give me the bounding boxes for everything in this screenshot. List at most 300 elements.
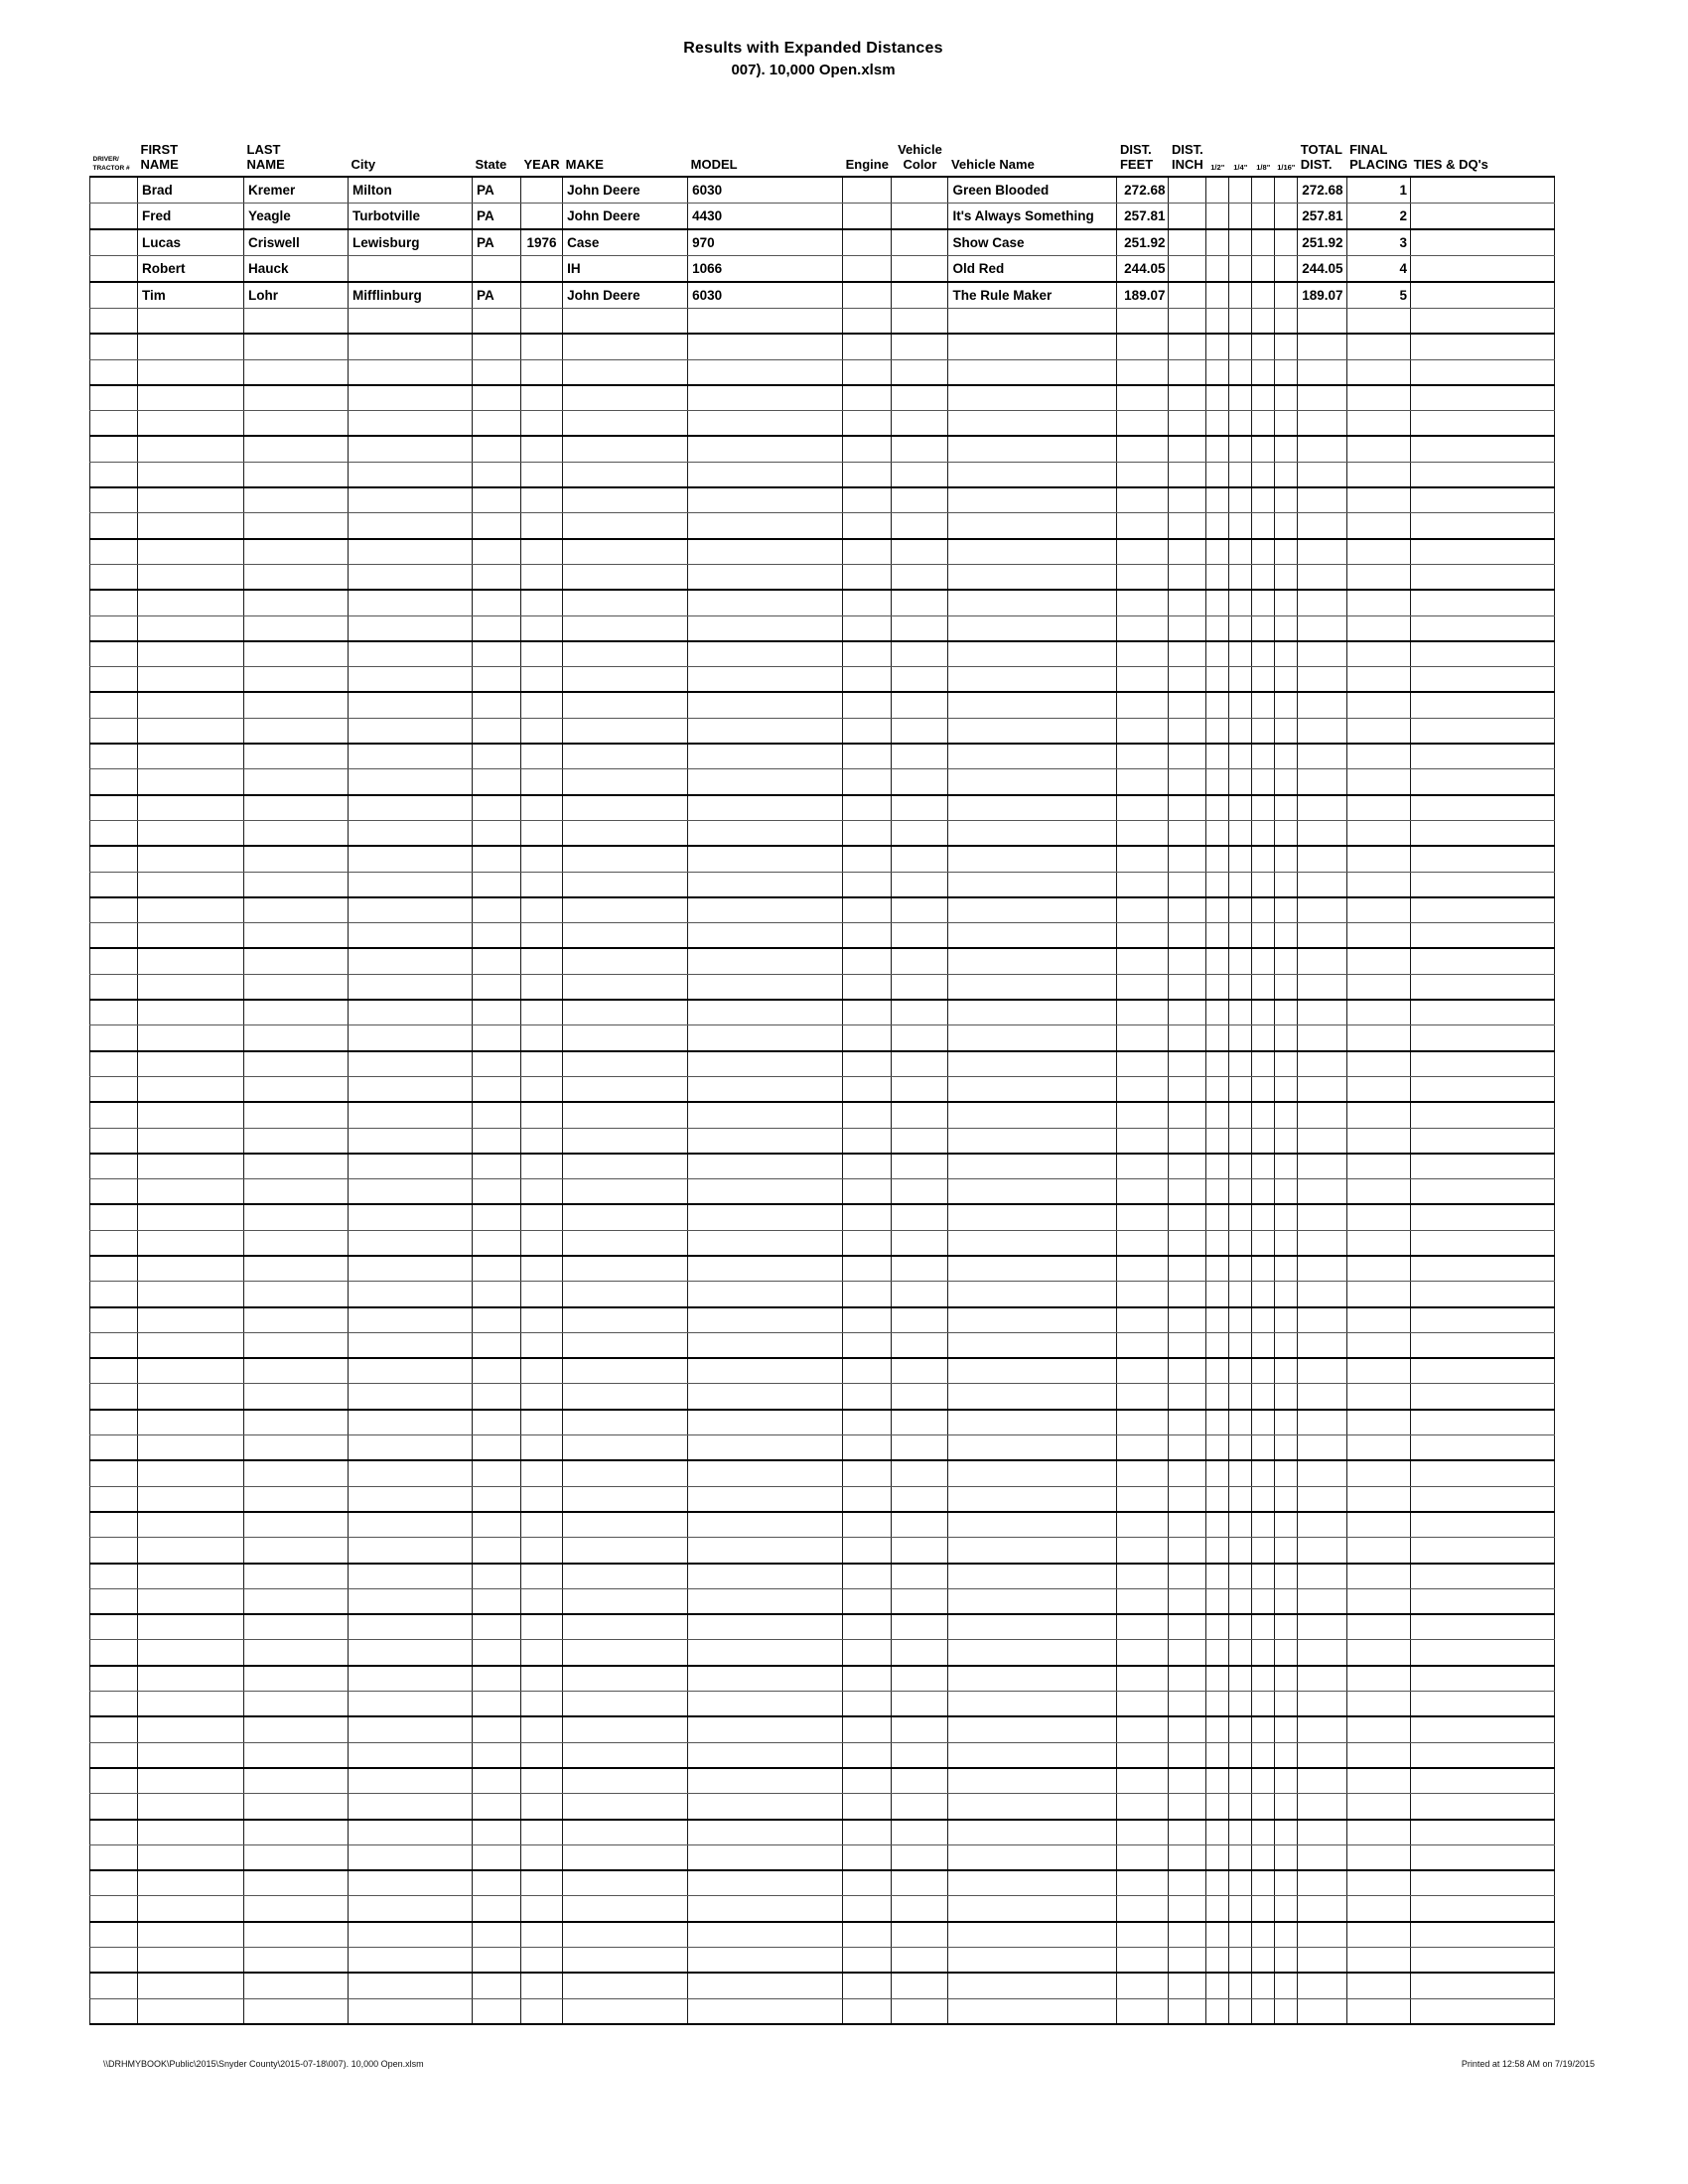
cell-year [521,1794,563,1820]
cell-last_name [244,948,349,974]
cell-total_dist [1298,1128,1346,1154]
cell-last_name [244,359,349,385]
cell-model [688,1948,843,1974]
cell-driver_tractor [90,1948,138,1974]
table-row-empty [90,590,1555,615]
cell-last_name [244,1179,349,1205]
cell-final_placing [1346,1102,1411,1128]
cell-first_name [138,539,244,565]
cell-city: Milton [349,177,473,204]
cell-year [521,615,563,641]
cell-final_placing [1346,1486,1411,1512]
cell-make [563,1588,688,1614]
cell-first_name [138,615,244,641]
cell-first_name [138,1000,244,1025]
cell-ties_dqs [1411,897,1555,923]
cell-sixteenth_inch [1275,1998,1298,2024]
cell-quarter_inch [1229,513,1252,539]
cell-state [473,1896,521,1922]
table-row-empty [90,1307,1555,1333]
cell-last_name [244,487,349,513]
cell-first_name [138,1460,244,1486]
cell-half_inch [1206,718,1229,744]
table-row-empty [90,1256,1555,1282]
cell-sixteenth_inch [1275,177,1298,204]
cell-city [349,1358,473,1384]
cell-eighth_inch [1252,1076,1275,1102]
cell-sixteenth_inch [1275,1948,1298,1974]
cell-total_dist [1298,1154,1346,1179]
table-row-empty [90,1025,1555,1051]
results-table [89,115,1555,2025]
cell-vehicle_name [948,1486,1117,1512]
cell-first_name [138,1666,244,1692]
table-row-empty [90,820,1555,846]
cell-half_inch [1206,1998,1229,2024]
cell-last_name [244,1076,349,1102]
cell-last_name [244,1973,349,1998]
cell-dist_feet [1117,1666,1169,1692]
cell-sixteenth_inch [1275,1179,1298,1205]
cell-model [688,692,843,718]
cell-sixteenth_inch [1275,1435,1298,1461]
cell-quarter_inch [1229,1179,1252,1205]
cell-total_dist [1298,1692,1346,1717]
table-row-empty [90,1614,1555,1640]
cell-vehicle_name [948,667,1117,693]
cell-state [473,1614,521,1640]
cell-total_dist [1298,1922,1346,1948]
cell-total_dist: 272.68 [1298,177,1346,204]
cell-sixteenth_inch [1275,846,1298,872]
cell-dist_feet [1117,923,1169,949]
cell-eighth_inch [1252,744,1275,769]
cell-first_name [138,897,244,923]
cell-last_name: Yeagle [244,204,349,230]
cell-dist_inch [1169,204,1206,230]
cell-total_dist [1298,1000,1346,1025]
cell-quarter_inch [1229,1204,1252,1230]
cell-eighth_inch [1252,1640,1275,1666]
cell-dist_inch [1169,256,1206,283]
cell-dist_feet [1117,974,1169,1000]
cell-vehicle_name [948,1000,1117,1025]
cell-final_placing [1346,1538,1411,1564]
cell-ties_dqs [1411,1870,1555,1896]
cell-ties_dqs [1411,1076,1555,1102]
cell-state: PA [473,204,521,230]
cell-ties_dqs [1411,1102,1555,1128]
cell-engine [843,948,892,974]
cell-sixteenth_inch [1275,769,1298,795]
cell-year [521,1486,563,1512]
cell-last_name [244,897,349,923]
cell-vehicle_color [892,1948,948,1974]
cell-dist_inch [1169,1870,1206,1896]
cell-dist_inch [1169,923,1206,949]
cell-sixteenth_inch [1275,718,1298,744]
cell-quarter_inch [1229,359,1252,385]
cell-city [349,1256,473,1282]
cell-state [473,897,521,923]
cell-engine [843,1998,892,2024]
cell-final_placing [1346,923,1411,949]
cell-vehicle_color [892,177,948,204]
cell-state [473,1564,521,1589]
cell-last_name [244,1460,349,1486]
cell-half_inch [1206,948,1229,974]
cell-vehicle_color [892,1179,948,1205]
cell-vehicle_name [948,1025,1117,1051]
cell-state: PA [473,282,521,309]
cell-last_name [244,872,349,897]
cell-year [521,1973,563,1998]
cell-final_placing [1346,692,1411,718]
footer-print-timestamp: Printed at 12:58 AM on 7/19/2015 [1461,2059,1595,2069]
cell-quarter_inch [1229,1000,1252,1025]
cell-eighth_inch [1252,1154,1275,1179]
cell-final_placing [1346,1410,1411,1435]
cell-half_inch [1206,1588,1229,1614]
table-row-empty [90,1000,1555,1025]
cell-quarter_inch [1229,846,1252,872]
cell-final_placing [1346,1179,1411,1205]
cell-half_inch [1206,282,1229,309]
cell-model [688,1564,843,1589]
table-row-empty [90,309,1555,335]
cell-driver_tractor [90,1179,138,1205]
cell-total_dist [1298,1230,1346,1256]
cell-dist_feet: 244.05 [1117,256,1169,283]
cell-dist_inch [1169,1538,1206,1564]
cell-model [688,513,843,539]
table-row-empty [90,1076,1555,1102]
cell-dist_inch [1169,334,1206,359]
cell-sixteenth_inch [1275,1742,1298,1768]
table-row-empty [90,1820,1555,1845]
cell-engine [843,974,892,1000]
cell-half_inch [1206,872,1229,897]
cell-final_placing [1346,590,1411,615]
cell-final_placing [1346,1512,1411,1538]
cell-engine [843,897,892,923]
cell-engine [843,1076,892,1102]
cell-city [349,1282,473,1307]
cell-eighth_inch [1252,1922,1275,1948]
cell-state [473,974,521,1000]
cell-model [688,1922,843,1948]
cell-year [521,1051,563,1077]
cell-dist_feet [1117,1204,1169,1230]
cell-quarter_inch [1229,1666,1252,1692]
cell-eighth_inch [1252,1512,1275,1538]
cell-dist_feet [1117,641,1169,667]
cell-eighth_inch [1252,462,1275,487]
cell-sixteenth_inch [1275,692,1298,718]
table-row-empty [90,897,1555,923]
cell-state [473,948,521,974]
cell-sixteenth_inch [1275,1692,1298,1717]
cell-total_dist [1298,513,1346,539]
cell-state [473,1307,521,1333]
cell-make [563,718,688,744]
cell-vehicle_name [948,436,1117,462]
cell-engine [843,1588,892,1614]
cell-sixteenth_inch [1275,229,1298,256]
cell-final_placing: 2 [1346,204,1411,230]
cell-year [521,1460,563,1486]
cell-driver_tractor [90,718,138,744]
cell-ties_dqs [1411,1435,1555,1461]
cell-last_name [244,1564,349,1589]
cell-state [473,1666,521,1692]
cell-last_name [244,846,349,872]
cell-dist_feet [1117,897,1169,923]
cell-engine [843,229,892,256]
cell-year [521,1154,563,1179]
cell-first_name: Fred [138,204,244,230]
cell-driver_tractor [90,282,138,309]
cell-vehicle_name [948,1179,1117,1205]
cell-quarter_inch [1229,256,1252,283]
cell-quarter_inch [1229,177,1252,204]
cell-vehicle_color [892,564,948,590]
cell-year [521,1998,563,2024]
cell-state [473,539,521,565]
cell-driver_tractor [90,1128,138,1154]
cell-quarter_inch [1229,718,1252,744]
cell-make [563,1230,688,1256]
cell-first_name [138,1692,244,1717]
cell-engine [843,1230,892,1256]
cell-city [349,923,473,949]
cell-eighth_inch [1252,1486,1275,1512]
cell-model [688,744,843,769]
cell-vehicle_name [948,1820,1117,1845]
cell-ties_dqs [1411,1692,1555,1717]
cell-eighth_inch [1252,872,1275,897]
cell-quarter_inch [1229,974,1252,1000]
cell-dist_feet [1117,590,1169,615]
cell-final_placing [1346,615,1411,641]
cell-vehicle_name [948,1307,1117,1333]
cell-driver_tractor [90,667,138,693]
cell-ties_dqs [1411,1332,1555,1358]
cell-quarter_inch [1229,1768,1252,1794]
cell-vehicle_name: Old Red [948,256,1117,283]
cell-year: 1976 [521,229,563,256]
cell-ties_dqs [1411,1025,1555,1051]
table-row-empty [90,1384,1555,1410]
cell-engine [843,1742,892,1768]
cell-make [563,872,688,897]
cell-dist_inch [1169,1102,1206,1128]
cell-eighth_inch [1252,436,1275,462]
cell-engine [843,1256,892,1282]
table-row-empty [90,974,1555,1000]
cell-total_dist [1298,1486,1346,1512]
cell-state [473,820,521,846]
cell-engine [843,359,892,385]
table-row-empty [90,923,1555,949]
cell-first_name [138,795,244,821]
cell-ties_dqs [1411,1666,1555,1692]
cell-vehicle_name [948,1358,1117,1384]
col-header-vehicle_color: Vehicle Color [892,115,948,177]
cell-total_dist [1298,846,1346,872]
cell-dist_inch [1169,1179,1206,1205]
cell-model [688,1692,843,1717]
cell-vehicle_name [948,769,1117,795]
cell-eighth_inch [1252,923,1275,949]
cell-sixteenth_inch [1275,1460,1298,1486]
cell-engine [843,1973,892,1998]
cell-half_inch [1206,1716,1229,1742]
cell-state [473,1332,521,1358]
cell-total_dist [1298,1204,1346,1230]
cell-final_placing [1346,1564,1411,1589]
cell-year [521,1640,563,1666]
cell-total_dist [1298,974,1346,1000]
cell-ties_dqs [1411,1307,1555,1333]
cell-ties_dqs [1411,1794,1555,1820]
cell-year [521,948,563,974]
cell-model [688,846,843,872]
cell-city: Lewisburg [349,229,473,256]
cell-engine [843,615,892,641]
cell-make [563,539,688,565]
page-title: Results with Expanded Distances [683,40,943,57]
cell-sixteenth_inch [1275,1896,1298,1922]
cell-vehicle_name [948,1384,1117,1410]
cell-engine [843,1538,892,1564]
cell-engine [843,256,892,283]
cell-city [349,872,473,897]
cell-city [349,1922,473,1948]
cell-ties_dqs [1411,667,1555,693]
cell-state [473,436,521,462]
cell-model [688,334,843,359]
cell-driver_tractor [90,1051,138,1077]
cell-eighth_inch [1252,359,1275,385]
cell-year [521,1358,563,1384]
cell-vehicle_name [948,1230,1117,1256]
cell-total_dist [1298,1640,1346,1666]
cell-state [473,872,521,897]
cell-vehicle_name [948,334,1117,359]
cell-state [473,359,521,385]
cell-vehicle_name [948,564,1117,590]
cell-driver_tractor [90,1973,138,1998]
cell-half_inch [1206,744,1229,769]
cell-city [349,590,473,615]
cell-driver_tractor [90,1742,138,1768]
table-row-empty [90,1844,1555,1870]
cell-vehicle_name: The Rule Maker [948,282,1117,309]
cell-final_placing [1346,667,1411,693]
cell-total_dist [1298,667,1346,693]
cell-vehicle_color [892,1870,948,1896]
cell-sixteenth_inch [1275,1230,1298,1256]
cell-quarter_inch [1229,539,1252,565]
cell-last_name: Lohr [244,282,349,309]
cell-half_inch [1206,1692,1229,1717]
cell-make [563,359,688,385]
cell-first_name [138,1154,244,1179]
cell-final_placing [1346,1742,1411,1768]
cell-half_inch [1206,229,1229,256]
cell-driver_tractor [90,1154,138,1179]
cell-last_name [244,769,349,795]
cell-driver_tractor [90,1307,138,1333]
cell-make [563,1692,688,1717]
cell-driver_tractor [90,1358,138,1384]
cell-first_name [138,436,244,462]
cell-last_name [244,923,349,949]
cell-sixteenth_inch [1275,1716,1298,1742]
cell-quarter_inch [1229,1922,1252,1948]
col-header-sixteenth_inch: 1/16" [1275,115,1298,177]
cell-last_name [244,1128,349,1154]
cell-total_dist [1298,1435,1346,1461]
cell-quarter_inch [1229,1692,1252,1717]
cell-ties_dqs [1411,1410,1555,1435]
cell-make [563,1614,688,1640]
cell-final_placing [1346,1768,1411,1794]
cell-vehicle_color [892,1435,948,1461]
cell-dist_inch [1169,820,1206,846]
cell-driver_tractor [90,487,138,513]
cell-ties_dqs [1411,1000,1555,1025]
cell-eighth_inch [1252,411,1275,437]
cell-make [563,1844,688,1870]
cell-ties_dqs [1411,359,1555,385]
cell-final_placing [1346,1614,1411,1640]
cell-dist_inch [1169,462,1206,487]
cell-ties_dqs [1411,256,1555,283]
table-row-empty [90,846,1555,872]
cell-engine [843,462,892,487]
cell-dist_feet [1117,692,1169,718]
cell-city [349,897,473,923]
cell-vehicle_color [892,462,948,487]
cell-quarter_inch [1229,872,1252,897]
cell-vehicle_color [892,1358,948,1384]
cell-quarter_inch [1229,1230,1252,1256]
cell-driver_tractor [90,1870,138,1896]
cell-half_inch [1206,1307,1229,1333]
table-row-empty [90,1332,1555,1358]
cell-last_name [244,667,349,693]
cell-engine [843,204,892,230]
cell-quarter_inch [1229,564,1252,590]
cell-dist_feet [1117,1640,1169,1666]
cell-ties_dqs [1411,769,1555,795]
cell-engine [843,1692,892,1717]
cell-dist_feet [1117,1768,1169,1794]
cell-vehicle_name [948,1794,1117,1820]
cell-vehicle_color [892,641,948,667]
table-row-empty [90,615,1555,641]
cell-last_name [244,974,349,1000]
cell-make [563,744,688,769]
cell-driver_tractor [90,820,138,846]
col-header-engine: Engine [843,115,892,177]
cell-dist_feet [1117,795,1169,821]
cell-half_inch [1206,897,1229,923]
cell-last_name [244,1204,349,1230]
cell-first_name [138,1051,244,1077]
